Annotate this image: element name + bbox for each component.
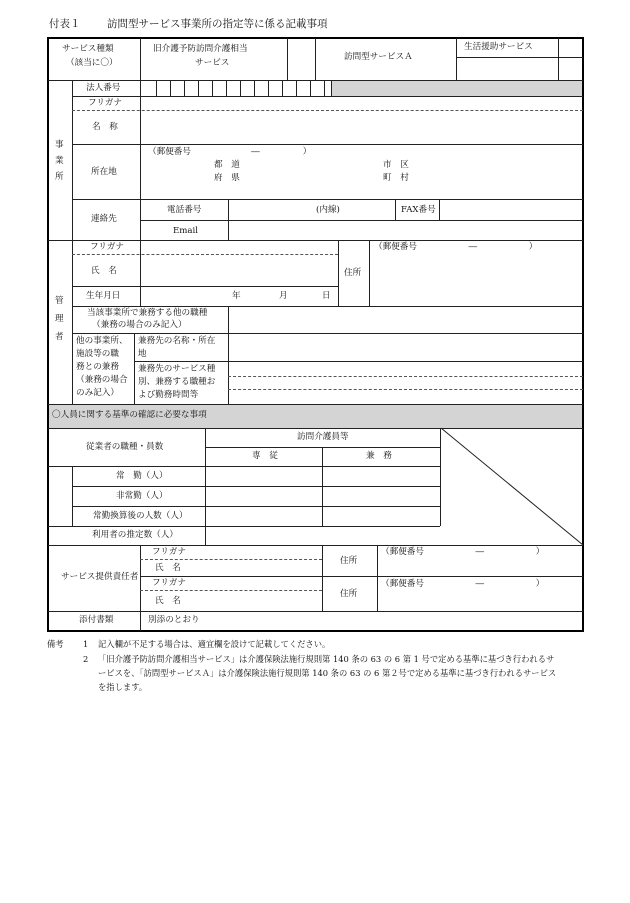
manager-concurrent-2: （兼務の場合のみ記入） — [92, 320, 187, 330]
manager-place-1: 兼務先の名称・所在 — [138, 336, 216, 346]
svcm-bottom — [48, 611, 583, 612]
staff-users-label: 利用者の推定数（人） — [92, 530, 178, 540]
manager-section-char-2: 理 — [55, 314, 64, 324]
service-type-sub: （該当に〇） — [66, 58, 118, 68]
svc-manager-address-2: 住所 — [340, 589, 358, 599]
office-name-label: 名 称 — [92, 122, 118, 132]
life-support-label: 生活援助サービス — [464, 42, 533, 52]
svcm-v1 — [140, 545, 141, 611]
service-type-label: サービス種類 — [62, 44, 114, 54]
manager-other-4: （兼務の場合 — [76, 375, 128, 385]
svc-manager-label: サービス提供責任者 — [61, 572, 139, 582]
office-fuken: 府 県 — [214, 173, 240, 183]
note-2-text-c: を指します。 — [98, 682, 148, 692]
office-postal: （郵便番号 ― ） — [148, 147, 312, 157]
note-1-num: 1 — [83, 639, 89, 649]
note-2-num: 2 — [83, 654, 89, 664]
svcm-v2 — [322, 545, 323, 611]
manager-birth-day: 日 — [322, 291, 331, 301]
manager-other-3: 務との兼務 — [76, 362, 119, 372]
office-address-label: 所在地 — [91, 167, 117, 177]
staff-parttime-label: 非常勤（人） — [116, 491, 168, 501]
staff-visit-label: 訪問介護員等 — [297, 432, 349, 442]
manager-postal: （郵便番号 ― ） — [374, 242, 538, 252]
manager-svc-2: 別、兼務する職種お — [138, 377, 216, 387]
note-1-text: 記入欄が不足する場合は、適宜欄を設けて記載してください。 — [98, 639, 331, 649]
old-prevention-label-2: サービス — [195, 58, 230, 68]
manager-section-char-1: 管 — [55, 296, 64, 306]
svc-manager-name-2: 氏 名 — [155, 596, 181, 606]
notes-label: 備考 — [47, 639, 64, 649]
office-section-char-1: 事 — [55, 140, 64, 150]
svcm-mid — [140, 576, 583, 577]
svcm-dash2 — [140, 590, 322, 591]
manager-section-char-3: 者 — [55, 332, 64, 342]
attach-v — [140, 611, 141, 631]
manager-furigana-label: フリガナ — [90, 242, 124, 252]
manager-concurrent-1: 当該事業所で兼務する他の職種 — [87, 308, 208, 318]
corp-number-label: 法人番号 — [86, 83, 121, 93]
office-chouson: 町 村 — [383, 173, 409, 183]
svc-manager-postal-2: （郵便番号 ― ） — [381, 579, 545, 589]
manager-place-2: 地 — [138, 349, 147, 359]
svc-manager-name-1: 氏 名 — [155, 563, 181, 573]
manager-address-label: 住所 — [344, 268, 362, 278]
svc-manager-furigana-1: フリガナ — [152, 547, 186, 557]
office-contact-label: 連絡先 — [91, 214, 117, 224]
manager-svc-1: 兼務先のサービス種 — [138, 364, 216, 374]
svcm-v3 — [377, 545, 378, 611]
svc-manager-address-1: 住所 — [340, 556, 358, 566]
office-todo: 都 道 — [214, 160, 240, 170]
manager-other-5: のみ記入） — [76, 388, 119, 398]
staff-fulltime-label: 常 勤（人） — [116, 471, 168, 481]
svcm-dash1 — [140, 559, 322, 560]
manager-birth-year: 年 — [232, 291, 241, 301]
visit-a-label: 訪問型サービスＡ — [344, 52, 413, 62]
form-label: 付表１ — [49, 18, 81, 30]
staff-converted-label: 常勤換算後の人数（人） — [93, 511, 188, 521]
form-title: 訪問型サービス事業所の指定等に係る記載事項 — [107, 18, 328, 30]
staff-section-title: 〇人員に関する基準の確認に必要な事項 — [52, 410, 207, 420]
note-2-text-b: ービスを、「訪問型サービスＡ」は介護保険法施行規則第 140 条の 63 の 6 第２号で定める基準に基づき行われるサービス — [98, 668, 557, 678]
office-extension: (内線) — [316, 205, 340, 215]
manager-birth-label: 生年月日 — [86, 291, 121, 301]
office-section-char-2: 業 — [55, 156, 64, 166]
note-2-text-a: 「旧介護予防訪問介護相当サービス」は介護保険法施行規則第 140 条の 63 の 6 第 1 号で定める基準に基づき行われるサ — [98, 654, 555, 664]
svc-manager-furigana-2: フリガナ — [152, 578, 186, 588]
office-email-label: Email — [173, 226, 199, 236]
manager-svc-3: よび勤務時間等 — [138, 390, 199, 400]
office-shiku: 市 区 — [383, 160, 409, 170]
staff-concurrent-label: 兼 務 — [366, 451, 392, 461]
office-phone-label: 電話番号 — [167, 205, 202, 215]
old-prevention-label: 旧介護予防訪問介護相当 — [153, 44, 248, 54]
attachment-label: 添付書類 — [79, 615, 114, 625]
office-section-char-3: 所 — [55, 172, 64, 182]
office-furigana-label: フリガナ — [88, 98, 122, 108]
attachment-value: 別添のとおり — [148, 615, 200, 625]
manager-other-2: 施設等の職 — [76, 349, 119, 359]
manager-other-1: 他の事業所、 — [76, 336, 128, 346]
office-fax-label: FAX番号 — [401, 205, 436, 215]
manager-birth-month: 月 — [279, 291, 288, 301]
staff-job-count-label: 従業者の職種・員数 — [86, 442, 164, 452]
manager-name-label: 氏 名 — [91, 266, 117, 276]
svc-manager-postal-1: （郵便番号 ― ） — [381, 547, 545, 557]
staff-dedicated-label: 専 従 — [252, 451, 278, 461]
